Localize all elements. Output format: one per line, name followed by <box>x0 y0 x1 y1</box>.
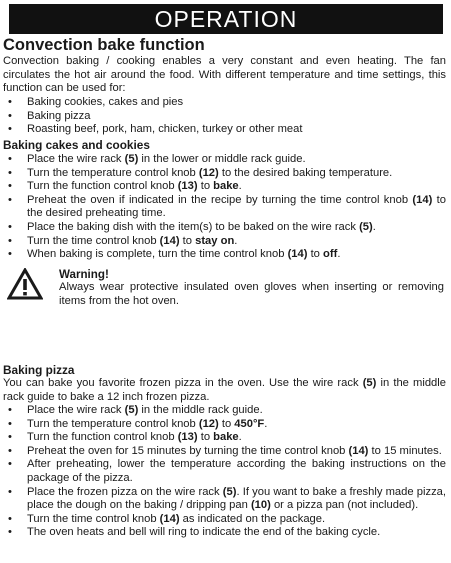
warning-title: Warning! <box>59 268 109 281</box>
pizza-step <box>0 513 446 527</box>
bullet-icon: • <box>8 431 12 444</box>
pizza-step-post: . <box>238 431 242 444</box>
cakes-step-post: . <box>238 180 242 193</box>
pizza-step <box>0 431 446 445</box>
pizza-step-pre: Turn the temperature control knob <box>27 417 199 430</box>
intro-paragraph: Convection baking / cooking enables a very constant and even heating. The fan circulates the hot air around the food. With different temperature and time settings, this function can be used for: <box>3 55 446 95</box>
bullet-icon: • <box>8 512 12 525</box>
cakes-step-mid: . <box>372 220 376 233</box>
cakes-step-pre: Place the wire rack <box>27 153 125 165</box>
cakes-step-pre: Preheat the oven if indicated in the recipe by turning the time control knob <box>27 193 413 206</box>
pizza-step <box>0 526 446 540</box>
pizza-steps-list <box>0 404 446 540</box>
cakes-step-mid: to the desired baking temperature. <box>218 166 393 179</box>
cakes-step-b1: (5) <box>124 153 139 165</box>
pizza-step-b1: (5) <box>124 404 139 416</box>
cakes-step-b2: bake <box>213 180 239 193</box>
pizza-step-b2: bake <box>213 431 239 444</box>
cakes-step <box>0 221 446 235</box>
cakes-step-b1: (14) <box>159 234 180 247</box>
pizza-step-mid: as indicated on the package. <box>179 512 326 525</box>
pizza-step-pre: The oven heats and bell will ring to indicate the end of the baking cycle. <box>27 526 381 539</box>
pizza-step-pre: Preheat the oven for 15 minutes by turning the time control knob <box>27 444 349 457</box>
pizza-step <box>0 404 446 418</box>
cakes-step-pre: Place the baking dish with the item(s) to be baked on the wire rack <box>27 220 360 233</box>
cakes-step-b1: (12) <box>198 166 219 179</box>
cakes-step <box>0 235 446 249</box>
pizza-step-pre: Turn the function control knob <box>27 431 178 444</box>
uses-list <box>0 96 446 137</box>
cakes-step-mid: to <box>307 248 324 261</box>
use-item <box>0 123 446 137</box>
pizza-step-mid: . If you want to bake a freshly made pizza, place the dough on the baking / dripping pan <box>27 485 446 512</box>
pizza-step <box>0 418 446 432</box>
section-banner: OPERATION <box>9 4 443 34</box>
use-item-text: Roasting beef, pork, ham, chicken, turkey or other meat <box>27 123 303 136</box>
bullet-icon: • <box>8 417 12 430</box>
cakes-step-b1: (5) <box>359 220 373 233</box>
cakes-step-b1: (14) <box>412 193 433 206</box>
pizza-intro <box>3 377 446 404</box>
pizza-step-mid: in the middle rack guide. <box>138 404 263 416</box>
pizza-intro-pre: You can bake you favorite frozen pizza in the oven. Use the wire rack <box>3 377 363 389</box>
pizza-step <box>0 458 446 485</box>
use-item <box>0 96 446 110</box>
cakes-step <box>0 248 446 262</box>
cakes-step-pre: Turn the temperature control knob <box>27 166 199 179</box>
warning-triangle-icon <box>7 268 43 300</box>
cakes-step-pre: When baking is complete, turn the time control knob <box>27 248 288 261</box>
cakes-steps-list <box>0 153 446 262</box>
pizza-intro-ref: (5) <box>362 377 377 389</box>
bullet-icon: • <box>8 485 12 498</box>
bullet-icon: • <box>8 458 12 471</box>
bullet-icon: • <box>8 166 12 179</box>
cakes-step-mid: to <box>197 180 214 193</box>
pizza-step-pre: After preheating, lower the temperature according the baking instructions on the package of the pizza. <box>27 458 446 484</box>
bullet-icon: • <box>8 96 12 108</box>
cakes-step-mid: in the lower or middle rack guide. <box>138 153 306 165</box>
bullet-icon: • <box>8 234 12 247</box>
cakes-step-b2: off <box>323 248 338 261</box>
pizza-step-b2: 450°F <box>234 417 265 430</box>
use-item <box>0 110 446 124</box>
use-item-text: Baking cookies, cakes and pies <box>27 96 184 108</box>
use-item-text: Baking pizza <box>27 109 91 122</box>
pizza-heading: Baking pizza <box>3 363 75 377</box>
bullet-icon: • <box>8 526 12 539</box>
cakes-step-pre: Turn the time control knob <box>27 234 160 247</box>
cakes-step-post: . <box>234 234 238 247</box>
pizza-step-b1: (5) <box>222 485 237 498</box>
cakes-step <box>0 194 446 221</box>
pizza-step <box>0 445 446 459</box>
bullet-icon: • <box>8 193 12 206</box>
pizza-step-post: or a pizza pan (not included). <box>270 499 419 512</box>
bullet-icon: • <box>8 444 12 457</box>
cakes-step-b1: (13) <box>177 180 198 193</box>
bullet-icon: • <box>8 109 12 122</box>
pizza-step-pre: Place the frozen pizza on the wire rack <box>27 485 223 498</box>
bullet-icon: • <box>8 180 12 193</box>
cakes-step-post: . <box>337 248 341 261</box>
cakes-step <box>0 180 446 194</box>
pizza-step-b1: (12) <box>198 417 219 430</box>
cakes-step <box>0 153 446 167</box>
pizza-step <box>0 486 446 513</box>
bullet-icon: • <box>8 404 12 416</box>
cakes-heading: Baking cakes and cookies <box>3 138 150 152</box>
pizza-step-b1: (14) <box>348 444 369 457</box>
cakes-step-mid: to <box>179 234 196 247</box>
cakes-step-b2: stay on <box>195 234 235 247</box>
pizza-step-b2: (10) <box>250 499 271 512</box>
pizza-step-b1: (14) <box>159 512 180 525</box>
pizza-step-post: . <box>264 417 268 430</box>
warning-text: Always wear protective insulated oven gloves when inserting or removing items from the hot oven. <box>59 281 444 307</box>
pizza-step-mid: to <box>218 417 235 430</box>
bullet-icon: • <box>8 220 12 233</box>
pizza-step-pre: Turn the time control knob <box>27 512 160 525</box>
pizza-step-mid: to 15 minutes. <box>368 444 442 457</box>
cakes-step-b1: (14) <box>287 248 308 261</box>
pizza-step-mid: to <box>197 431 214 444</box>
bullet-icon: • <box>8 123 12 136</box>
pizza-step-pre: Place the wire rack <box>27 404 125 416</box>
bullet-icon: • <box>8 248 12 261</box>
pizza-intro-post: in the middle rack guide to bake a 12 inch frozen pizza. <box>3 377 446 403</box>
cakes-step-pre: Turn the function control knob <box>27 180 178 193</box>
cakes-step <box>0 167 446 181</box>
cakes-step-mid: to the desired preheating time. <box>27 193 446 220</box>
pizza-step-b1: (13) <box>177 431 198 444</box>
page-title: Convection bake function <box>3 36 205 54</box>
bullet-icon: • <box>8 153 12 165</box>
